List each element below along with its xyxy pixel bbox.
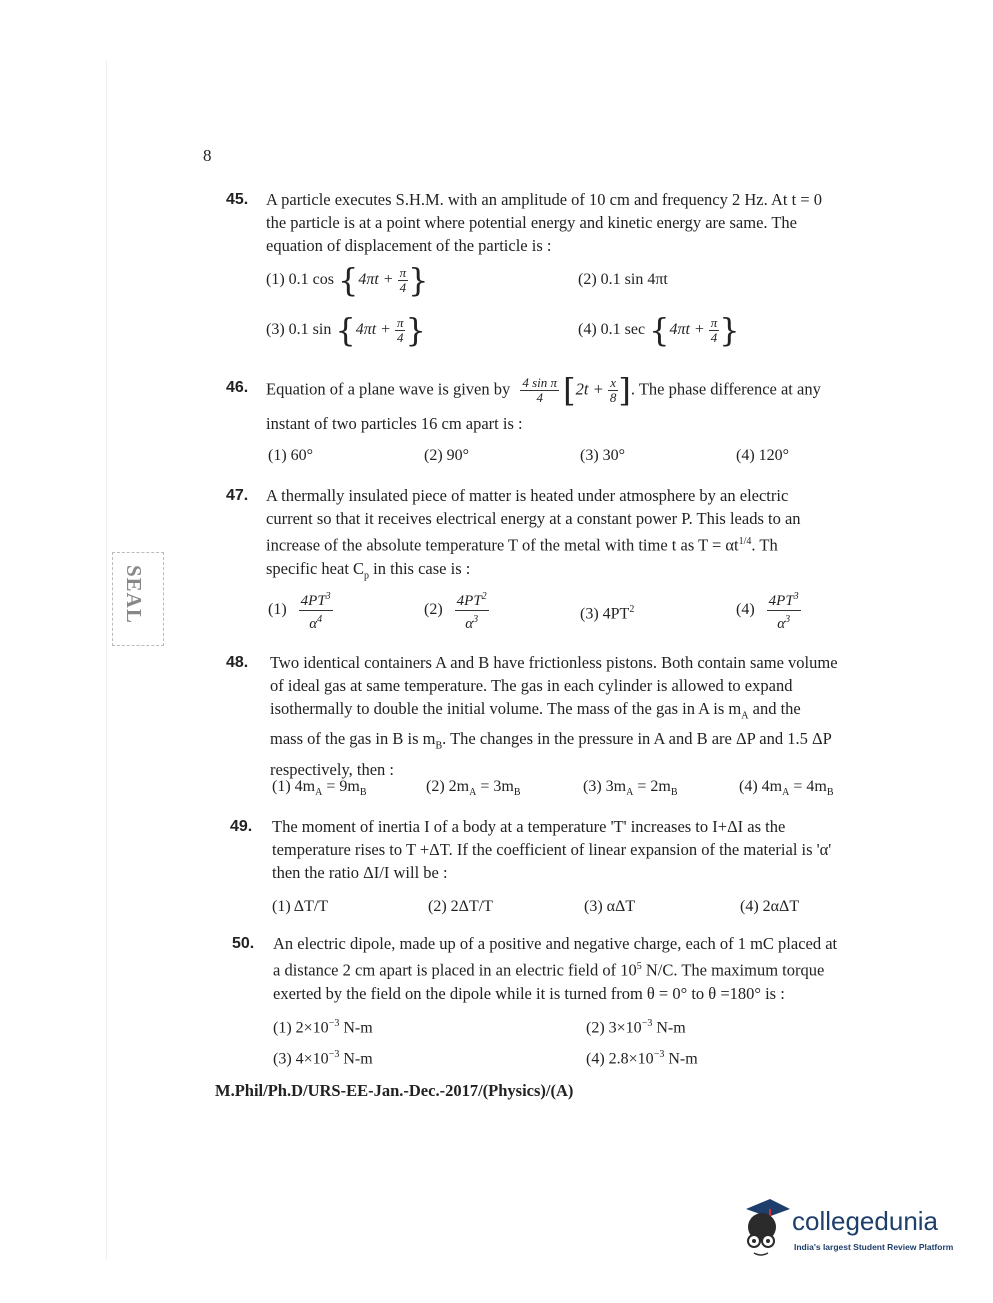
denominator: 4	[710, 330, 718, 345]
page-edge-line	[106, 60, 107, 1260]
num-base: 4PT	[456, 593, 482, 609]
question-text-line2: instant of two particles 16 cm apart is :	[266, 414, 523, 433]
text-segment: The phase difference at any	[638, 379, 821, 399]
option-rhs: = 9m	[322, 778, 360, 795]
option-label: (1) 0.1 cos	[266, 271, 334, 289]
question-text	[266, 484, 926, 587]
text-line	[270, 727, 926, 757]
option-1[interactable]	[272, 775, 366, 804]
exponent: 2	[481, 591, 487, 602]
question-number: 50.	[232, 935, 255, 952]
text-segment: and the	[748, 699, 801, 718]
exponent: 4	[317, 614, 323, 625]
fraction	[709, 316, 720, 345]
page-number: 8	[203, 146, 212, 165]
option-3[interactable]	[273, 1043, 373, 1070]
option-3[interactable]	[580, 598, 634, 625]
brace-icon: {	[337, 261, 359, 300]
denominator	[767, 611, 801, 633]
text-line	[266, 530, 926, 557]
subscript: B	[359, 787, 367, 799]
denominator: 8	[609, 390, 617, 405]
text-segment: . The changes in the pressure in A and B are ΔP and 1.5 ΔP	[442, 729, 832, 749]
brace-icon: {	[335, 311, 356, 350]
exponent: −3	[653, 1049, 665, 1060]
option-label: (4)	[736, 601, 755, 619]
question-number: 45.	[226, 191, 249, 208]
question-text	[270, 651, 926, 781]
exponent: 3	[785, 614, 791, 625]
unit: N-m	[664, 1050, 698, 1068]
den-base: α	[309, 616, 318, 632]
num-base: 4PT	[768, 593, 794, 609]
brace-icon: }	[408, 261, 429, 300]
unit: N-m	[652, 1019, 686, 1037]
option-label: (3) 4PT	[580, 605, 630, 623]
text-line: exerted by the field on the dipole while it is turned from θ = 0° to θ =180° is :	[273, 983, 785, 1003]
option-3[interactable]: (3) 30°	[580, 447, 626, 464]
denominator: 4	[399, 280, 407, 295]
numerator: π	[710, 315, 718, 330]
subscript: p	[364, 569, 370, 581]
option-3[interactable]: (3) αΔT	[584, 898, 636, 915]
exponent: 5	[636, 961, 642, 972]
bracket-icon: [	[563, 376, 576, 410]
num-base: 4PT	[300, 593, 326, 609]
option-label: (1) 4m	[272, 778, 316, 795]
exponent: 3	[325, 591, 331, 602]
text-line: the particle is at a point where potential energy and kinetic energy are same. The	[266, 213, 798, 232]
option-label: (1)	[268, 601, 287, 619]
fraction	[395, 316, 406, 345]
option-label: (2) 3×10	[586, 1019, 642, 1037]
exponent: −3	[641, 1018, 653, 1029]
argument: 4πt +	[358, 271, 394, 289]
exponent: 2	[629, 604, 635, 615]
text-line: equation of displacement of the particle is :	[266, 236, 552, 255]
numerator	[455, 588, 489, 611]
subscript: A	[315, 787, 323, 799]
question-text-line1: Equation of a plane wave is given by $\frac{\text{4 sin π}}{4}$ [2t + $\frac{x}{8}$ ]. The phase difference at any	[266, 376, 926, 416]
fraction	[299, 588, 333, 633]
question-49	[226, 815, 926, 920]
subscript: A	[626, 787, 634, 799]
denominator	[299, 611, 333, 633]
text-segment: a distance 2 cm apart is placed in an electric field of 10	[273, 960, 637, 980]
question-text	[266, 188, 926, 257]
fraction	[520, 376, 559, 405]
option-label: (3) 4×10	[273, 1050, 329, 1068]
option-label: (3) 3m	[583, 778, 627, 795]
option-4[interactable]	[586, 1043, 698, 1070]
option-rhs: = 2m	[633, 778, 671, 795]
subscript: B	[826, 787, 834, 799]
question-46	[226, 376, 926, 471]
question-text	[273, 932, 926, 1005]
den-base: α	[465, 616, 474, 632]
question-text	[272, 815, 926, 884]
collegedunia-logo[interactable]	[740, 1195, 970, 1265]
question-number: 48.	[226, 654, 249, 671]
subscript: A	[469, 787, 477, 799]
text-segment: specific heat C	[266, 558, 365, 578]
fraction	[767, 588, 801, 633]
logo-name: collegedunia	[792, 1206, 939, 1236]
numerator: π	[399, 265, 407, 280]
logo-tagline: India's largest Student Review Platform	[794, 1242, 954, 1252]
question-number: 46.	[226, 379, 249, 396]
text-line: then the ratio ΔI/I will be :	[272, 863, 448, 882]
option-2[interactable]: (2) 0.1 sin 4πt	[578, 271, 668, 288]
text-segment: . Th	[751, 535, 778, 555]
denominator	[455, 611, 489, 633]
text-line: A thermally insulated piece of matter is heated under atmosphere by an electric	[266, 486, 789, 505]
brace-icon: {	[649, 311, 670, 350]
option-4[interactable]	[578, 311, 740, 350]
mascot-icon	[740, 1195, 792, 1259]
text-segment: Equation of a plane wave is given by	[266, 379, 511, 399]
brace-icon: }	[405, 311, 426, 350]
text-line: isothermally to double the initial volume. The mass of the gas in A is m	[270, 699, 742, 718]
exponent: 3	[793, 591, 799, 602]
option-2[interactable]	[424, 588, 489, 633]
text-line: Two identical containers A and B have frictionless pistons. Both contain same volume	[270, 653, 838, 672]
subscript: B	[435, 740, 443, 752]
option-1[interactable]	[266, 261, 429, 300]
fraction	[455, 588, 489, 633]
option-3[interactable]	[583, 775, 677, 804]
text-line	[266, 557, 926, 587]
numerator: π	[396, 315, 404, 330]
footer-code: M.Phil/Ph.D/URS-EE-Jan.-Dec.-2017/(Physics)/(A)	[215, 1081, 574, 1100]
exponent: −3	[328, 1049, 340, 1060]
text-line: temperature rises to T +ΔT. If the coefficient of linear expansion of the material is 'α'	[272, 840, 832, 859]
numerator	[767, 588, 801, 611]
option-4[interactable]: (4) 120°	[736, 447, 790, 464]
option-2[interactable]	[586, 1012, 686, 1039]
option-label: (2)	[424, 601, 443, 619]
text-segment: increase of the absolute temperature T of the metal with time t as T = αt	[266, 535, 739, 555]
exponent: −3	[328, 1018, 340, 1029]
numerator: 4 sin π	[522, 376, 558, 390]
question-47	[226, 484, 926, 644]
numerator: x	[608, 376, 619, 391]
numerator	[299, 588, 333, 611]
option-rhs: = 4m	[789, 778, 827, 795]
option-3[interactable]	[266, 311, 426, 350]
question-number: 49.	[230, 818, 253, 835]
option-4[interactable]	[739, 775, 833, 804]
question-number: 47.	[226, 487, 249, 504]
question-50	[226, 932, 926, 1072]
text-line: respectively, then :	[270, 759, 395, 779]
text-line: An electric dipole, made up of a positive and negative charge, each of 1 mC placed at	[273, 934, 838, 953]
option-label: (4) 2.8×10	[586, 1050, 654, 1068]
text-line: of ideal gas at same temperature. The gas in each cylinder is allowed to expand	[270, 676, 793, 695]
bracket-icon: ]	[618, 376, 631, 410]
option-1[interactable]: (1) ΔT/T	[272, 898, 329, 915]
text-segment: mass of the gas in B is m	[270, 729, 436, 749]
option-4[interactable]	[736, 588, 801, 633]
option-label: (4) 0.1 sec	[578, 321, 646, 339]
option-rhs: = 3m	[476, 778, 514, 795]
exponent: 3	[473, 614, 479, 625]
unit: N-m	[339, 1050, 373, 1068]
option-1[interactable]	[273, 1012, 373, 1039]
text-line: A particle executes S.H.M. with an amplitude of 10 cm and frequency 2 Hz. At t = 0	[266, 190, 822, 209]
option-1[interactable]: (1) 60°	[268, 447, 314, 464]
brace-icon: }	[719, 311, 740, 350]
option-2[interactable]: (2) 90°	[424, 447, 470, 464]
fraction	[398, 266, 409, 295]
argument: 2t +	[575, 379, 604, 399]
question-48	[226, 651, 926, 801]
fraction	[608, 376, 619, 405]
subscript: B	[513, 787, 521, 799]
argument: 4πt +	[355, 321, 391, 339]
option-label: (2) 2m	[426, 778, 470, 795]
text-segment: N/C. The maximum torque	[641, 960, 825, 980]
text-segment: in this case is :	[369, 558, 471, 578]
denominator: 4	[396, 330, 404, 345]
argument: 4πt +	[669, 321, 705, 339]
exponent: 1/4	[738, 536, 752, 547]
text-line: The moment of inertia I of a body at a temperature 'T' increases to I+ΔI as the	[272, 817, 786, 836]
question-45	[226, 188, 926, 358]
option-4[interactable]: (4) 2αΔT	[740, 898, 800, 915]
option-1[interactable]	[268, 588, 333, 633]
option-2[interactable]: (2) 2ΔT/T	[428, 898, 493, 915]
subscript: B	[670, 787, 678, 799]
option-label: (4) 4m	[739, 778, 783, 795]
den-base: α	[777, 616, 786, 632]
denominator: 4	[536, 390, 543, 405]
unit: N-m	[339, 1019, 373, 1037]
text-line	[273, 955, 926, 982]
subscript: A	[741, 710, 749, 722]
option-label: (3) 0.1 sin	[266, 321, 332, 339]
subscript: A	[782, 787, 790, 799]
option-label: (1) 2×10	[273, 1019, 329, 1037]
seal-text: SEAL	[122, 565, 146, 624]
text-line: current so that it receives electrical energy at a constant power P. This leads to an	[266, 509, 801, 528]
option-2[interactable]	[426, 775, 520, 804]
